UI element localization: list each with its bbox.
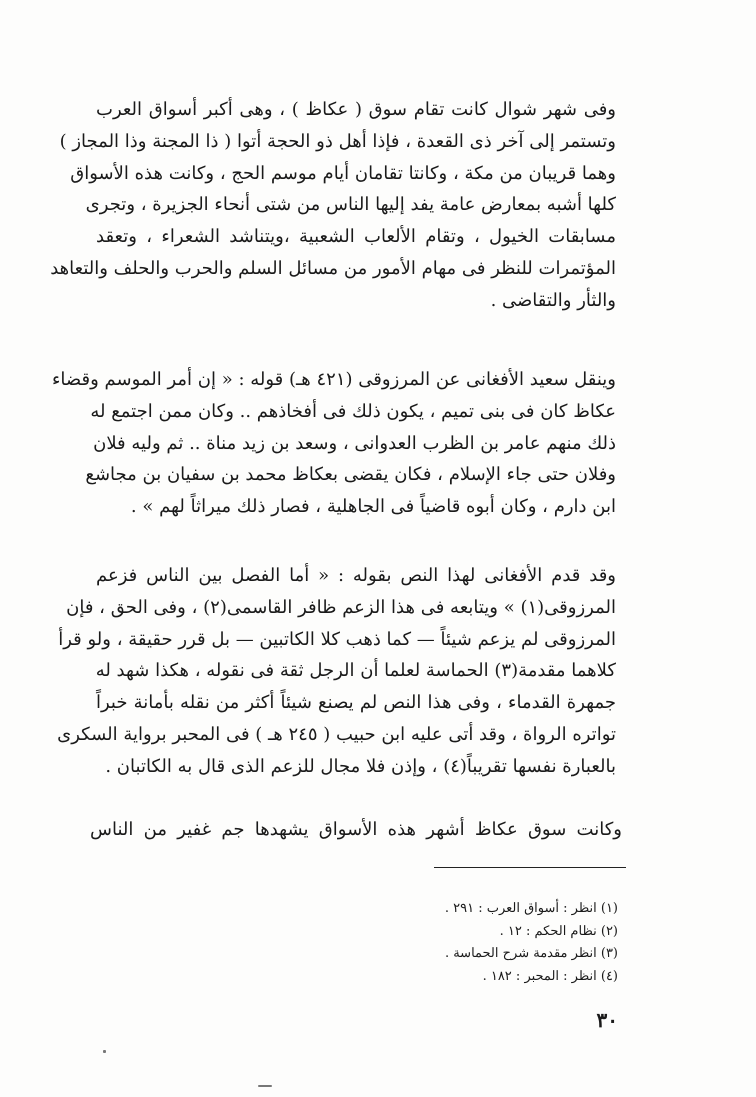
text-line: جمهرة القدماء ، وفى هذا النص لم يصنع شيئاً أكثر من نقله بأمانة خبراً xyxy=(96,692,616,714)
text-line: وينقل سعيد الأفغانى عن المرزوقى (٤٢١ هـ) قوله : « إن أمر الموسم وقضاء xyxy=(51,369,616,390)
text-line: بالعبارة نفسها تقريباً(٤) ، وإذن فلا مجال للزعم الذى قال به الكاتبان . xyxy=(105,755,616,777)
footnote-1: (١) انظر : أسواق العرب : ٢٩١ . xyxy=(444,901,618,916)
text-line: المرزوقى لم يزعم شيئاً — كما ذهب كلا الكاتبين — بل قرر حقيقة ، ولو قرأ xyxy=(58,628,616,650)
scan-speck xyxy=(103,1050,106,1053)
text-line: وفى شهر شوال كانت تقام سوق ( عكاظ ) ، وهى أكبر أسواق العرب xyxy=(96,99,616,120)
text-line: كلها أشبه بمعارض عامة يفد إليها الناس من شتى أنحاء الجزيرة ، وتجرى xyxy=(85,194,616,216)
text-line: والثأر والتقاضى . xyxy=(490,289,616,311)
text-line: ابن دارم ، وكان أبوه قاضياً فى الجاهلية ، فصار ذلك ميراثاً لهم » . xyxy=(130,496,616,518)
text-line: وفلان حتى جاء الإسلام ، فكان يقضى بعكاظ محمد بن سفيان بن مجاشع xyxy=(85,464,616,486)
text-line: كلاهما مقدمة(٣) الحماسة لعلما أن الرجل ثقة فى نقوله ، هكذا شهد له xyxy=(95,660,616,682)
text-line: المرزوقى(١) » ويتابعه فى هذا الزعم ظافر القاسمى(٢) ، وفى الحق ، فإن xyxy=(66,596,616,618)
paragraph-1 xyxy=(50,94,616,317)
text-line: تواتره الرواة ، وقد أتى عليه ابن حبيب ( ٢٤٥ هـ ) فى المحبر برواية السكرى xyxy=(57,723,616,745)
paragraph-2 xyxy=(51,364,616,523)
text-line: وهما قريبان من مكة ، وكانتا تقامان أيام موسم الحج ، وكانت هذه الأسواق xyxy=(70,162,616,184)
footnotes xyxy=(318,898,618,988)
text-line: مسابقات الخيول ، وتقام الألعاب الشعبية ،ويتناشد الشعراء ، وتعقد xyxy=(96,226,616,248)
footnote-3: (٣) انظر مقدمة شرح الحماسة . xyxy=(444,946,618,961)
footnote-2: (٢) نظام الحكم : ١٢ . xyxy=(499,923,618,939)
page-number: ٣٠ xyxy=(596,1008,618,1032)
footnote-4: (٤) انظر : المحبر : ١٨٢ . xyxy=(482,968,618,984)
text-line: عكاظ كان فى بنى تميم ، يكون ذلك فى أفخاذهم .. وكان ممن اجتمع له xyxy=(90,400,616,422)
paragraph-3 xyxy=(57,560,616,783)
paragraph-4 xyxy=(90,814,622,846)
text-line: وكانت سوق عكاظ أشهر هذه الأسواق يشهدها جم غفير من الناس xyxy=(90,819,622,840)
text-line: وتستمر إلى آخر ذى القعدة ، فإذا أهل ذو الحجة أتوا ( ذا المجنة وذا المجاز ) xyxy=(59,130,616,152)
text-line: المؤتمرات للنظر فى مهام الأمور من مسائل السلم والحرب والحلف والتعاهد xyxy=(50,257,616,279)
text-line: ذلك منهم عامر بن الظرب العدوانى ، وسعد بن زيد مناة .. ثم وليه فلان xyxy=(93,432,616,454)
scan-speck xyxy=(258,1085,272,1087)
text-line: وقد قدم الأفغانى لهذا النص بقوله : « أما الفصل بين الناس فزعم xyxy=(96,565,616,586)
footnote-divider xyxy=(434,867,626,868)
